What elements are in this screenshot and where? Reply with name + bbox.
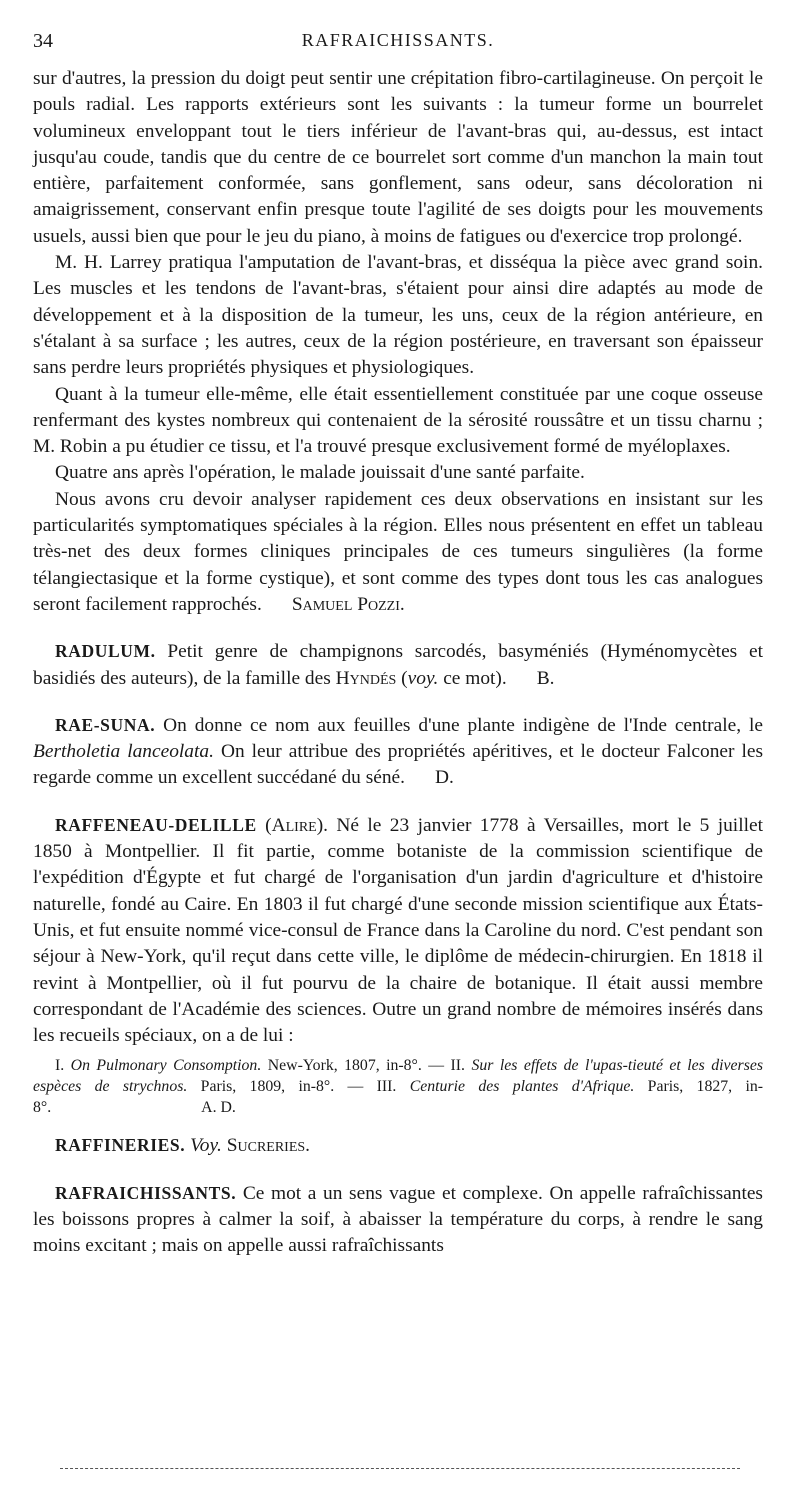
signature-radulum: B. [536, 667, 555, 689]
biblio-num-3: III. [376, 1078, 397, 1096]
biblio-pub-2: Paris, 1809, in-8°. — [200, 1078, 364, 1096]
paragraph-continuation: sur d'autres, la pression du doigt peut sentir une crépitation fibro-cartilagineuse. On perçoit le pouls radial. Les rapports extérieurs sont les suivants : la tumeur forme un bourrelet volumineux enveloppant tout le tiers inférieur de l'avant-bras qui, au-dessus, est intact jusqu'au coude, tandis que du centre de ce bourrelet sort comme d'un manchon la main tout entière, parfaitement conformée, sans gonflement, sans odeur, sans décoloration ni amaigrissement, conservant enfin presque toute l'agilité de ses doigts pour les mouvements usuels, aussi bien que pour le jeu du piano, à moins de fatigues ou d'exercice trop prolongé. [33, 68, 763, 247]
page-header [33, 30, 763, 56]
raffineries-voy: Voy. [190, 1135, 222, 1157]
biblio-title-1: On Pulmonary Consomption. [70, 1057, 262, 1075]
radulum-text-c: ce mot). [443, 667, 507, 689]
signature-raffeneau: A. D. [201, 1099, 236, 1117]
biblio-pub-1: New-York, 1807, in-8°. — [267, 1057, 445, 1075]
entry-rae-suna [33, 712, 763, 792]
entry-raffineries [33, 1132, 763, 1159]
paragraph-amputation: M. H. Larrey pratiqua l'amputation de l'avant-bras, et disséqua la pièce avec grand soin. Les muscles et les tendons de l'avant-bras, s'étaient pour ainsi dire adaptés au mode de développement et à la disposition de la tumeur, les uns, ceux de la région antérieure, en s'étalant à sa surface ; les autres, ceux de la région postérieure, en traversant son épaisseur sans perdre leurs propriétés physiques et physiologiques. [33, 252, 763, 379]
head-word-rafraichissants: RAFRAICHISSANTS. [55, 1182, 237, 1203]
raffeneau-given-name: (Alire). [265, 814, 329, 836]
entry-radulum [33, 638, 763, 692]
biblio-pub-3: Paris, 1827, in-8°. [33, 1078, 763, 1117]
conclusion-text: Nous avons cru devoir analyser rapidement ces deux observations en insistant sur les particularités symptomatiques spéciales à la région. Elles nous présentent en effet un tableau très-net des deux formes cliniques principales de ces tumeurs singulières (la forme télangiectasique et la forme cystique), et sont comme des types dont tous les cas analogues seront facilement rapprochés. [33, 488, 763, 615]
rafraichissants-text: Ce mot a un sens vague et complexe. On appelle rafraîchissantes les boissons propres à calmer la soif, à abaisser la température du corps, à rendre le sang moins excitant ; mais on appelle aussi rafraîchissants [33, 1182, 763, 1257]
radulum-voy: voy. [407, 667, 439, 689]
paragraph-conclusion [33, 487, 763, 618]
rae-suna-species: Bertholetia lanceolata. [33, 741, 214, 763]
paragraph-tumeur: Quant à la tumeur elle-même, elle était essentiellement constituée par une coque osseuse renfermant des kystes nombreux qui contenaient de la sérosité roussâtre et un tissu charnu ; M. Robin a pu étudier ce tissu, et l'a trouvé presque exclusivement formé de myéloplaxes. [33, 383, 763, 458]
page-number: 34 [33, 30, 53, 52]
raffineries-ref: Sucreries. [226, 1135, 311, 1157]
rae-suna-text-a: On donne ce nom aux feuilles d'une plante indigène de l'Inde centrale, le [163, 714, 763, 736]
entry-rafraichissants [33, 1180, 763, 1260]
radulum-paren: ( [401, 667, 408, 689]
signature-rae-suna: D. [435, 767, 454, 789]
biblio-title-2: Sur les effets de l'upas-tieuté et les diverses espèces de strychnos. [33, 1057, 764, 1096]
paragraph-quatre-ans: Quatre ans après l'opération, le malade jouissait d'une santé parfaite. [55, 462, 585, 484]
radulum-ref: Hyndés [335, 667, 397, 689]
head-word-rae-suna: RAE-SUNA. [55, 714, 156, 735]
head-word-raffeneau: RAFFENEAU-DELILLE [55, 814, 257, 835]
biblio-num-1: I. [55, 1057, 65, 1075]
rae-suna-text-b: On leur attribue des propriétés apéritives, et le docteur Falconer les regarde comme un excellent succédané du séné. [33, 741, 763, 789]
bibliography-raffeneau [33, 1055, 763, 1118]
head-word-radulum: RADULUM. [55, 641, 156, 662]
head-word-raffineries: RAFFINERIES. [55, 1135, 186, 1156]
raffeneau-text: Né le 23 janvier 1778 à Versailles, mort le 5 juillet 1850 à Montpellier. Il fit partie, comme botaniste de la commission scientifique de l'expédition d'Égypte et fut chargé de l'organisation d'un jardin d'agriculture et d'histoire naturelle, fondé au Caire. En 1803 il fut chargé d'une seconde mission scientifique aux États-Unis, et fut ensuite nommé vice-consul de France dans la Caroline du nord. C'est pendant son séjour à New-York, qu'il reçut dans cette ville, le diplôme de médecin-chirurgien. En 1818 il revint à Montpellier, où il fut pourvu de la chaire de botanique. Il était aussi membre correspondant de l'Académie des sciences. Outre un grand nombre de mémoires insérés dans les recueils spéciaux, on a de lui : [33, 814, 763, 1047]
biblio-title-3: Centurie des plantes d'Afrique. [409, 1078, 635, 1096]
entry-raffeneau-delille [33, 812, 763, 1050]
page-body [33, 66, 763, 1260]
footer-rule [60, 1468, 740, 1469]
signature-pozzi: Samuel Pozzi. [291, 593, 405, 615]
biblio-num-2: II. [450, 1057, 466, 1075]
running-title: RAFRAICHISSANTS. [301, 30, 495, 50]
radulum-text-a: Petit genre de champignons sarcodés, basyméniés (Hyménomycètes et basidiés des auteurs), de la famille des [33, 641, 763, 689]
